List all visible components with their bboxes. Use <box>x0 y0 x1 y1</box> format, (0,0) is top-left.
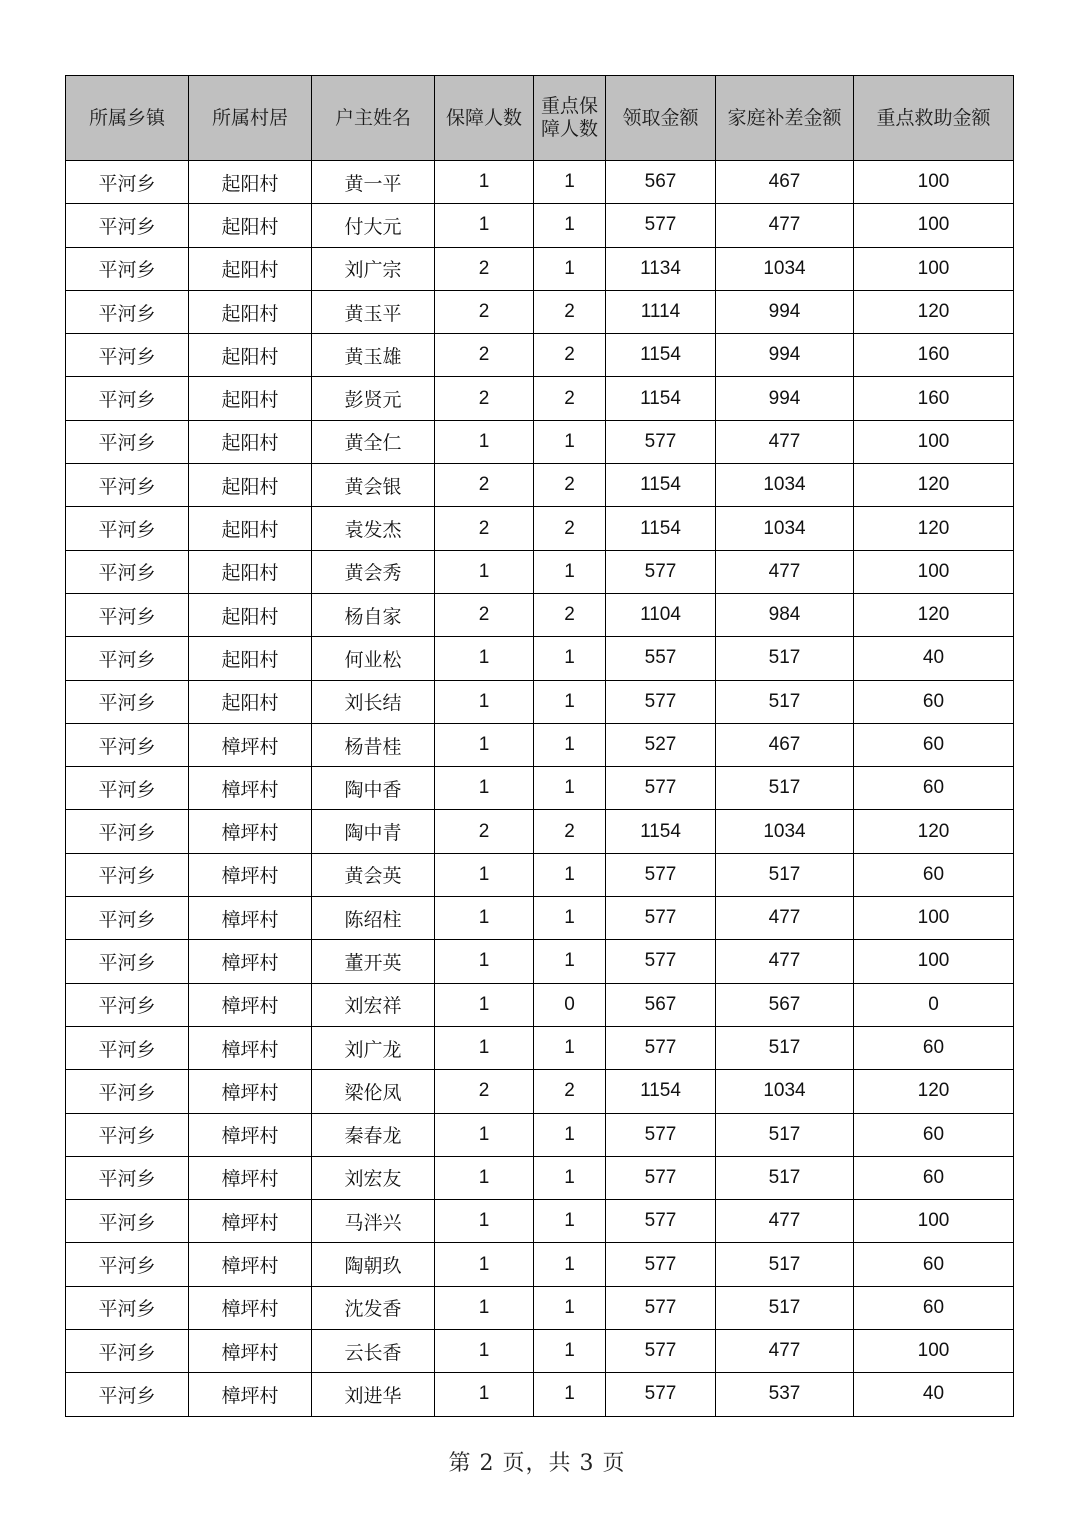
table-row <box>66 853 1014 896</box>
household-subsidy-cell: 567 <box>716 983 854 1026</box>
table-row <box>66 247 1014 290</box>
key-covered-persons-cell: 1 <box>534 1243 606 1286</box>
key-covered-persons-cell: 2 <box>534 334 606 377</box>
key-relief-amount-cell: 0 <box>854 983 1014 1026</box>
key-covered-persons-cell: 1 <box>534 550 606 593</box>
received-amount-cell: 557 <box>606 637 716 680</box>
householder-name-cell: 刘宏友 <box>312 1156 435 1199</box>
covered-persons-cell: 1 <box>435 204 534 247</box>
table-row <box>66 1113 1014 1156</box>
householder-name-cell: 董开英 <box>312 940 435 983</box>
table-row <box>66 723 1014 766</box>
table-row <box>66 940 1014 983</box>
received-amount-cell: 1154 <box>606 334 716 377</box>
table-row <box>66 983 1014 1026</box>
covered-persons-cell: 2 <box>435 334 534 377</box>
township-cell: 平河乡 <box>66 1113 189 1156</box>
household-subsidy-cell: 537 <box>716 1373 854 1416</box>
table-row <box>66 507 1014 550</box>
household-subsidy-cell: 517 <box>716 1243 854 1286</box>
key-relief-amount-cell: 100 <box>854 550 1014 593</box>
table-row <box>66 1286 1014 1329</box>
householder-name-cell: 梁伦凤 <box>312 1070 435 1113</box>
township-cell: 平河乡 <box>66 290 189 333</box>
received-amount-cell: 1154 <box>606 464 716 507</box>
village-cell: 起阳村 <box>189 204 312 247</box>
householder-name-cell: 袁发杰 <box>312 507 435 550</box>
key-covered-persons-cell: 1 <box>534 680 606 723</box>
village-cell: 樟坪村 <box>189 1113 312 1156</box>
household-subsidy-cell: 517 <box>716 680 854 723</box>
key-covered-persons-cell: 1 <box>534 1026 606 1069</box>
covered-persons-cell: 1 <box>435 1373 534 1416</box>
key-relief-amount-cell: 60 <box>854 767 1014 810</box>
key-relief-amount-cell: 60 <box>854 1026 1014 1069</box>
township-cell: 平河乡 <box>66 983 189 1026</box>
village-cell: 樟坪村 <box>189 723 312 766</box>
township-cell: 平河乡 <box>66 637 189 680</box>
covered-persons-cell: 1 <box>435 983 534 1026</box>
village-cell: 樟坪村 <box>189 940 312 983</box>
village-cell: 樟坪村 <box>189 1243 312 1286</box>
received-amount-cell: 577 <box>606 940 716 983</box>
householder-name-cell: 彭贤元 <box>312 377 435 420</box>
received-amount-cell: 1154 <box>606 810 716 853</box>
key-relief-amount-cell: 100 <box>854 1200 1014 1243</box>
table-row <box>66 637 1014 680</box>
household-subsidy-cell: 517 <box>716 853 854 896</box>
township-cell: 平河乡 <box>66 810 189 853</box>
key-covered-persons-cell: 1 <box>534 204 606 247</box>
key-covered-persons-cell: 1 <box>534 723 606 766</box>
village-cell: 樟坪村 <box>189 767 312 810</box>
householder-name-cell: 付大元 <box>312 204 435 247</box>
received-amount-cell: 1114 <box>606 290 716 333</box>
village-cell: 樟坪村 <box>189 810 312 853</box>
received-amount-cell: 577 <box>606 420 716 463</box>
householder-name-cell: 陶中香 <box>312 767 435 810</box>
village-cell: 起阳村 <box>189 593 312 636</box>
village-cell: 起阳村 <box>189 247 312 290</box>
village-cell: 樟坪村 <box>189 897 312 940</box>
key-relief-amount-cell: 120 <box>854 464 1014 507</box>
covered-persons-cell: 2 <box>435 290 534 333</box>
table-row <box>66 290 1014 333</box>
covered-persons-cell: 1 <box>435 680 534 723</box>
township-cell: 平河乡 <box>66 1330 189 1373</box>
household-subsidy-cell: 517 <box>716 1113 854 1156</box>
key-relief-amount-cell: 60 <box>854 853 1014 896</box>
table-row <box>66 810 1014 853</box>
township-cell: 平河乡 <box>66 334 189 377</box>
village-cell: 起阳村 <box>189 290 312 333</box>
key-covered-persons-cell: 1 <box>534 897 606 940</box>
table-row <box>66 1070 1014 1113</box>
header-household-subsidy: 家庭补差金额 <box>716 76 854 161</box>
household-subsidy-cell: 1034 <box>716 464 854 507</box>
householder-name-cell: 杨自家 <box>312 593 435 636</box>
table-row <box>66 1200 1014 1243</box>
key-covered-persons-cell: 1 <box>534 940 606 983</box>
key-relief-amount-cell: 60 <box>854 1286 1014 1329</box>
covered-persons-cell: 1 <box>435 161 534 204</box>
householder-name-cell: 黄会英 <box>312 853 435 896</box>
received-amount-cell: 577 <box>606 1286 716 1329</box>
township-cell: 平河乡 <box>66 161 189 204</box>
key-covered-persons-cell: 1 <box>534 637 606 680</box>
village-cell: 樟坪村 <box>189 853 312 896</box>
covered-persons-cell: 1 <box>435 723 534 766</box>
key-covered-persons-cell: 1 <box>534 1330 606 1373</box>
household-subsidy-cell: 984 <box>716 593 854 636</box>
township-cell: 平河乡 <box>66 420 189 463</box>
covered-persons-cell: 1 <box>435 1156 534 1199</box>
covered-persons-cell: 1 <box>435 940 534 983</box>
page-number: 第 2 页，共 3 页 <box>448 1451 626 1476</box>
township-cell: 平河乡 <box>66 897 189 940</box>
household-subsidy-cell: 477 <box>716 1330 854 1373</box>
householder-name-cell: 刘宏祥 <box>312 983 435 1026</box>
township-cell: 平河乡 <box>66 1200 189 1243</box>
covered-persons-cell: 1 <box>435 637 534 680</box>
table-row <box>66 1026 1014 1069</box>
key-relief-amount-cell: 40 <box>854 637 1014 680</box>
township-cell: 平河乡 <box>66 593 189 636</box>
covered-persons-cell: 1 <box>435 1286 534 1329</box>
covered-persons-cell: 2 <box>435 593 534 636</box>
household-subsidy-cell: 994 <box>716 290 854 333</box>
household-subsidy-cell: 994 <box>716 377 854 420</box>
householder-name-cell: 陶中青 <box>312 810 435 853</box>
key-relief-amount-cell: 160 <box>854 377 1014 420</box>
table-row <box>66 204 1014 247</box>
township-cell: 平河乡 <box>66 204 189 247</box>
household-subsidy-cell: 517 <box>716 767 854 810</box>
township-cell: 平河乡 <box>66 247 189 290</box>
household-subsidy-cell: 517 <box>716 637 854 680</box>
key-covered-persons-cell: 2 <box>534 810 606 853</box>
householder-name-cell: 云长香 <box>312 1330 435 1373</box>
key-relief-amount-cell: 60 <box>854 1156 1014 1199</box>
received-amount-cell: 577 <box>606 853 716 896</box>
received-amount-cell: 567 <box>606 161 716 204</box>
key-covered-persons-cell: 1 <box>534 853 606 896</box>
covered-persons-cell: 2 <box>435 810 534 853</box>
table-row <box>66 1243 1014 1286</box>
village-cell: 樟坪村 <box>189 1070 312 1113</box>
key-relief-amount-cell: 100 <box>854 204 1014 247</box>
township-cell: 平河乡 <box>66 680 189 723</box>
household-subsidy-cell: 1034 <box>716 810 854 853</box>
household-subsidy-cell: 477 <box>716 940 854 983</box>
header-village: 所属村居 <box>189 76 312 161</box>
received-amount-cell: 577 <box>606 550 716 593</box>
received-amount-cell: 577 <box>606 1113 716 1156</box>
household-subsidy-cell: 477 <box>716 204 854 247</box>
township-cell: 平河乡 <box>66 940 189 983</box>
key-covered-persons-cell: 1 <box>534 1373 606 1416</box>
table-row <box>66 464 1014 507</box>
covered-persons-cell: 1 <box>435 1200 534 1243</box>
received-amount-cell: 577 <box>606 1026 716 1069</box>
table-row <box>66 550 1014 593</box>
key-relief-amount-cell: 100 <box>854 247 1014 290</box>
table-row <box>66 593 1014 636</box>
table-row <box>66 420 1014 463</box>
covered-persons-cell: 1 <box>435 1026 534 1069</box>
key-relief-amount-cell: 60 <box>854 680 1014 723</box>
received-amount-cell: 577 <box>606 1330 716 1373</box>
village-cell: 起阳村 <box>189 680 312 723</box>
township-cell: 平河乡 <box>66 1243 189 1286</box>
village-cell: 樟坪村 <box>189 1200 312 1243</box>
key-relief-amount-cell: 120 <box>854 593 1014 636</box>
key-relief-amount-cell: 60 <box>854 1243 1014 1286</box>
key-relief-amount-cell: 120 <box>854 290 1014 333</box>
key-covered-persons-cell: 2 <box>534 464 606 507</box>
received-amount-cell: 1134 <box>606 247 716 290</box>
received-amount-cell: 577 <box>606 897 716 940</box>
header-covered-persons: 保障人数 <box>435 76 534 161</box>
village-cell: 起阳村 <box>189 507 312 550</box>
township-cell: 平河乡 <box>66 723 189 766</box>
householder-name-cell: 秦春龙 <box>312 1113 435 1156</box>
village-cell: 樟坪村 <box>189 1156 312 1199</box>
key-covered-persons-cell: 1 <box>534 1156 606 1199</box>
table-row <box>66 767 1014 810</box>
household-subsidy-cell: 477 <box>716 550 854 593</box>
householder-name-cell: 黄会银 <box>312 464 435 507</box>
key-covered-persons-cell: 2 <box>534 1070 606 1113</box>
village-cell: 樟坪村 <box>189 1286 312 1329</box>
received-amount-cell: 1154 <box>606 1070 716 1113</box>
village-cell: 樟坪村 <box>189 1330 312 1373</box>
village-cell: 起阳村 <box>189 377 312 420</box>
householder-name-cell: 黄一平 <box>312 161 435 204</box>
village-cell: 起阳村 <box>189 464 312 507</box>
householder-name-cell: 陈绍柱 <box>312 897 435 940</box>
received-amount-cell: 1154 <box>606 377 716 420</box>
key-covered-persons-cell: 2 <box>534 593 606 636</box>
household-subsidy-cell: 477 <box>716 897 854 940</box>
township-cell: 平河乡 <box>66 1026 189 1069</box>
header-received-amount: 领取金额 <box>606 76 716 161</box>
householder-name-cell: 杨昔桂 <box>312 723 435 766</box>
table-row <box>66 897 1014 940</box>
received-amount-cell: 1104 <box>606 593 716 636</box>
village-cell: 起阳村 <box>189 161 312 204</box>
key-relief-amount-cell: 100 <box>854 420 1014 463</box>
village-cell: 樟坪村 <box>189 983 312 1026</box>
household-subsidy-cell: 1034 <box>716 507 854 550</box>
household-subsidy-cell: 517 <box>716 1026 854 1069</box>
key-covered-persons-cell: 1 <box>534 161 606 204</box>
township-cell: 平河乡 <box>66 377 189 420</box>
key-relief-amount-cell: 100 <box>854 1330 1014 1373</box>
received-amount-cell: 577 <box>606 1200 716 1243</box>
householder-name-cell: 沈发香 <box>312 1286 435 1329</box>
householder-name-cell: 刘广宗 <box>312 247 435 290</box>
householder-name-cell: 黄会秀 <box>312 550 435 593</box>
township-cell: 平河乡 <box>66 1373 189 1416</box>
township-cell: 平河乡 <box>66 1070 189 1113</box>
key-covered-persons-cell: 2 <box>534 377 606 420</box>
received-amount-cell: 577 <box>606 204 716 247</box>
received-amount-cell: 577 <box>606 1373 716 1416</box>
key-covered-persons-cell: 1 <box>534 767 606 810</box>
key-covered-persons-cell: 1 <box>534 1200 606 1243</box>
township-cell: 平河乡 <box>66 550 189 593</box>
household-subsidy-cell: 517 <box>716 1286 854 1329</box>
village-cell: 起阳村 <box>189 550 312 593</box>
village-cell: 樟坪村 <box>189 1373 312 1416</box>
household-subsidy-cell: 1034 <box>716 1070 854 1113</box>
key-relief-amount-cell: 40 <box>854 1373 1014 1416</box>
table-row <box>66 1373 1014 1416</box>
township-cell: 平河乡 <box>66 1286 189 1329</box>
key-relief-amount-cell: 160 <box>854 334 1014 377</box>
header-householder-name: 户主姓名 <box>312 76 435 161</box>
householder-name-cell: 刘进华 <box>312 1373 435 1416</box>
key-covered-persons-cell: 1 <box>534 1286 606 1329</box>
key-covered-persons-cell: 2 <box>534 507 606 550</box>
covered-persons-cell: 1 <box>435 1243 534 1286</box>
received-amount-cell: 577 <box>606 1156 716 1199</box>
household-subsidy-cell: 477 <box>716 420 854 463</box>
covered-persons-cell: 2 <box>435 507 534 550</box>
township-cell: 平河乡 <box>66 1156 189 1199</box>
relief-roster-table <box>65 75 1014 1417</box>
header-row <box>66 76 1014 161</box>
township-cell: 平河乡 <box>66 464 189 507</box>
covered-persons-cell: 2 <box>435 377 534 420</box>
householder-name-cell: 马泮兴 <box>312 1200 435 1243</box>
table-row <box>66 1330 1014 1373</box>
key-relief-amount-cell: 100 <box>854 161 1014 204</box>
township-cell: 平河乡 <box>66 507 189 550</box>
household-subsidy-cell: 1034 <box>716 247 854 290</box>
covered-persons-cell: 1 <box>435 420 534 463</box>
household-subsidy-cell: 994 <box>716 334 854 377</box>
key-relief-amount-cell: 120 <box>854 1070 1014 1113</box>
key-covered-persons-cell: 1 <box>534 247 606 290</box>
header-key-relief-amount: 重点救助金额 <box>854 76 1014 161</box>
key-relief-amount-cell: 120 <box>854 810 1014 853</box>
received-amount-cell: 567 <box>606 983 716 1026</box>
covered-persons-cell: 1 <box>435 1330 534 1373</box>
household-subsidy-cell: 477 <box>716 1200 854 1243</box>
key-relief-amount-cell: 100 <box>854 897 1014 940</box>
covered-persons-cell: 2 <box>435 464 534 507</box>
key-covered-persons-cell: 0 <box>534 983 606 1026</box>
key-relief-amount-cell: 60 <box>854 1113 1014 1156</box>
table-row <box>66 334 1014 377</box>
covered-persons-cell: 1 <box>435 767 534 810</box>
key-covered-persons-cell: 2 <box>534 290 606 333</box>
received-amount-cell: 577 <box>606 767 716 810</box>
village-cell: 起阳村 <box>189 420 312 463</box>
covered-persons-cell: 1 <box>435 853 534 896</box>
key-relief-amount-cell: 60 <box>854 723 1014 766</box>
key-covered-persons-cell: 1 <box>534 1113 606 1156</box>
table-row <box>66 1156 1014 1199</box>
township-cell: 平河乡 <box>66 767 189 810</box>
table-row <box>66 161 1014 204</box>
household-subsidy-cell: 467 <box>716 161 854 204</box>
householder-name-cell: 何业松 <box>312 637 435 680</box>
table-body <box>66 161 1014 1417</box>
householder-name-cell: 刘广龙 <box>312 1026 435 1069</box>
key-covered-persons-cell: 1 <box>534 420 606 463</box>
township-cell: 平河乡 <box>66 853 189 896</box>
covered-persons-cell: 1 <box>435 897 534 940</box>
village-cell: 起阳村 <box>189 334 312 377</box>
village-cell: 樟坪村 <box>189 1026 312 1069</box>
table-row <box>66 377 1014 420</box>
table-row <box>66 680 1014 723</box>
household-subsidy-cell: 467 <box>716 723 854 766</box>
householder-name-cell: 陶朝玖 <box>312 1243 435 1286</box>
received-amount-cell: 577 <box>606 680 716 723</box>
covered-persons-cell: 1 <box>435 1113 534 1156</box>
key-relief-amount-cell: 120 <box>854 507 1014 550</box>
received-amount-cell: 577 <box>606 1243 716 1286</box>
covered-persons-cell: 1 <box>435 550 534 593</box>
householder-name-cell: 刘长结 <box>312 680 435 723</box>
householder-name-cell: 黄玉雄 <box>312 334 435 377</box>
header-key-covered-persons: 重点保障人数 <box>534 76 606 161</box>
householder-name-cell: 黄全仁 <box>312 420 435 463</box>
household-subsidy-cell: 517 <box>716 1156 854 1199</box>
covered-persons-cell: 2 <box>435 1070 534 1113</box>
covered-persons-cell: 2 <box>435 247 534 290</box>
header-township: 所属乡镇 <box>66 76 189 161</box>
householder-name-cell: 黄玉平 <box>312 290 435 333</box>
received-amount-cell: 1154 <box>606 507 716 550</box>
village-cell: 起阳村 <box>189 637 312 680</box>
key-relief-amount-cell: 100 <box>854 940 1014 983</box>
received-amount-cell: 527 <box>606 723 716 766</box>
